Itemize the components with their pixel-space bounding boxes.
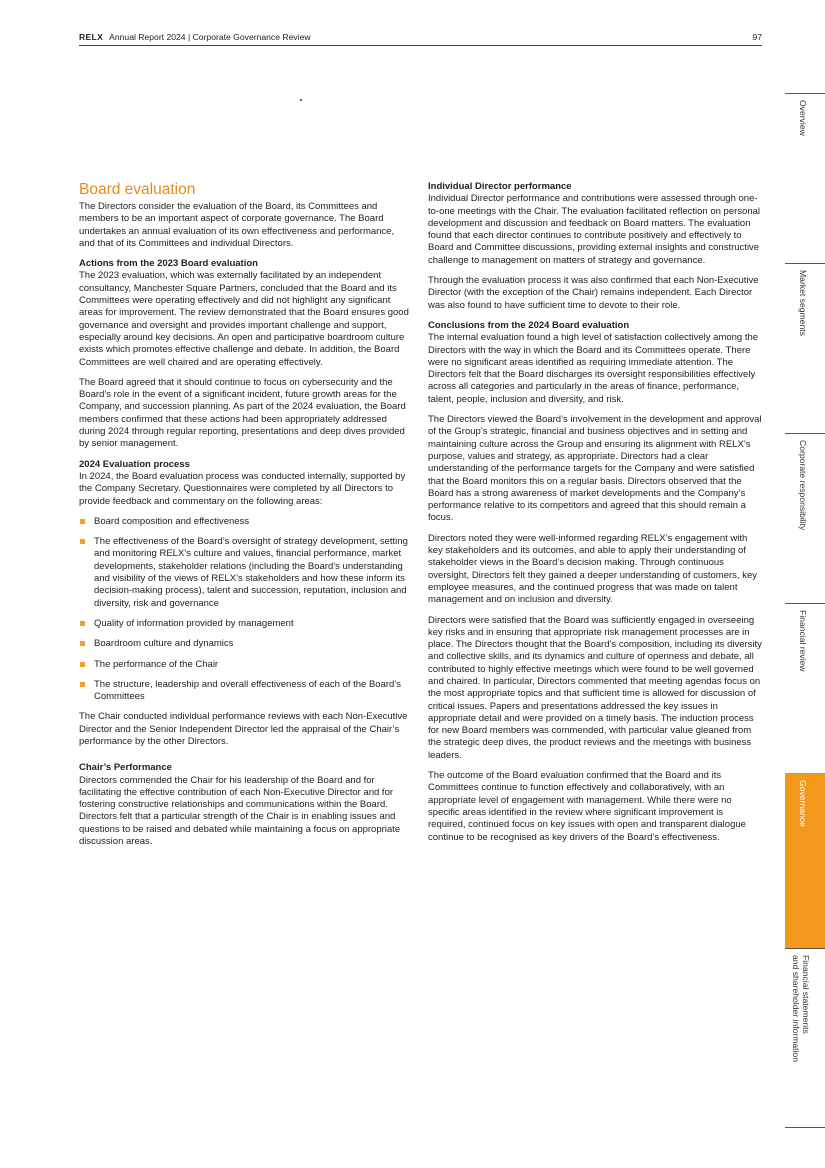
tab-label: Market segments — [798, 270, 808, 336]
tab-label: Overview — [798, 100, 808, 136]
list-item: The structure, leadership and overall effectiveness of each of the Board’s Committees — [79, 679, 410, 704]
heading-actions-2023: Actions from the 2023 Board evaluation — [79, 258, 258, 270]
tab-label-line1: Financial statements — [801, 955, 811, 1034]
paragraph: Individual Director performance and contributions were assessed through one-to-one meetings with the Chair. The evaluation facilitated reflection on personal development and discussion and feedback on Board matters. The evaluation found that each director continues to contribute positively and effectively to Board and Committee discussions, providing external insights and constructive challenge to management on matters of strategy and governance. — [428, 193, 760, 266]
paragraph: Directors commended the Chair for his leadership of the Board and for facilitating the effective contribution of each Non-Executive Director and for fostering constructive relationships and communications within the Board. Directors felt that a particular strength of the Chair is in enabling issues and questions to be raised and debated while maintaining a focus on appropriate discussion areas. — [79, 774, 401, 848]
paragraph: Directors noted they were well-informed regarding RELX’s engagement with key stakeholders and its outcomes, and able to apply their understanding of stakeholder views in the Board’s decision making. Through continuous oversight, Directors felt they gained a deeper understanding of customers, key employee measures, and the continued progress that was made on talent management and on inclusion and diversity. — [428, 532, 757, 606]
left-column — [79, 181, 410, 856]
heading-conclusions: Conclusions from the 2024 Board evaluation — [428, 319, 630, 331]
tab-market-segments[interactable] — [785, 263, 825, 433]
evaluation-areas-list — [79, 516, 410, 704]
section-nav-tabs — [785, 93, 825, 1128]
page-number: 97 — [752, 32, 762, 42]
tab-label-line2: and shareholder information — [791, 955, 801, 1063]
stray-dot — [300, 99, 302, 101]
paragraph: The Chair conducted individual performance reviews with each Non-Executive Director and the Senior Independent Director led the appraisal of the Chair’s performance by the other Directors. — [79, 711, 408, 747]
heading-chair-performance: Chair’s Performance — [79, 762, 172, 774]
heading-individual-performance: Individual Director performance — [428, 181, 572, 192]
tab-governance[interactable] — [785, 773, 825, 948]
tab-label — [791, 955, 811, 1062]
tab-label: Corporate responsibility — [798, 440, 808, 531]
paragraph: The outcome of the Board evaluation confirmed that the Board and its Committees continue to function effectively and collaboratively, with an appropriate level of engagement with management. While there were no specific areas identified in the review where significant improvement is required, continued focus on key issues with open and transparent dialogue continue to be recognised as key drivers of the Board’s effectiveness. — [428, 770, 746, 843]
tab-overview[interactable] — [785, 93, 825, 263]
paragraph: The internal evaluation found a high level of satisfaction collectively among the Directors with the way in which the Board and its Committees operate. There were no significant areas identified as requiring immediate attention. The Directors felt that the Board discharges its oversight responsibilities effectively across all categories and particularly in the areas of finance, performance, talent, people, inclusion and diversity, and risk. — [428, 332, 759, 405]
paragraph: The Directors viewed the Board’s involvement in the development and approval of the Group’s strategic, financial and business objectives and in setting and maintaining culture across the Group and ensuring its alignment with RELX’s purpose, values and strategy, as appropriate. Directors had a clear understanding of the performance targets for the Company and were satisfied that the Board monitors this on a regular basis. Directors observed that the Board has a strong awareness of market developments and the Company’s performance relative to its competitors and agreed that this should remain a focus. — [428, 414, 762, 524]
heading-evaluation-process: 2024 Evaluation process — [79, 458, 190, 470]
list-item: Board composition and effectiveness — [79, 516, 410, 528]
list-item: Quality of information provided by management — [79, 618, 410, 630]
tab-label: Financial review — [798, 610, 808, 672]
tab-financial-statements[interactable] — [785, 948, 825, 1128]
tab-financial-review[interactable] — [785, 603, 825, 773]
paragraph: The 2023 evaluation, which was externally facilitated by an independent consultancy, Manchester Square Partners, concluded that the Board and its Committees were operating effectively and did not highlight any significant areas for improvement. The review demonstrated that the Board ensures good governance and oversight and provides important challenge and support, especially around key decisions. An open and participative boardroom culture exists which promotes effective challenge and debate. In addition, the Board Committees are well chaired and are operating effectively. — [79, 270, 409, 368]
tab-corporate-responsibility[interactable] — [785, 433, 825, 603]
right-column — [428, 181, 763, 852]
section-title: Board evaluation — [79, 181, 196, 198]
intro-paragraph: The Directors consider the evaluation of the Board, its Committees and members to be an important aspect of corporate governance. The Board undertakes an annual evaluation of its own effectiveness and performance, and that of its Committees and individual Directors. — [79, 201, 395, 249]
brand-name: RELX — [79, 32, 104, 42]
header-title: Annual Report 2024 | Corporate Governance Review — [109, 32, 311, 42]
list-item: The performance of the Chair — [79, 659, 410, 671]
paragraph: The Board agreed that it should continue to focus on cybersecurity and the Board’s role in the event of a significant incident, future growth areas for the Company, and succession planning. As part of the 2024 evaluation, the Board members confirmed that these actions had been appropriately addressed during 2024 through regular reporting, presentations and deep dives provided by senior management. — [79, 376, 406, 450]
paragraph: Directors were satisfied that the Board was sufficiently engaged in overseeing key risks and in ensuring that appropriate risk management processes are in place. The Directors thought that the Board’s composition, including its diversity and collective skills, and its dynamics and culture of openness and debate, all contributed to highly effective meetings which were found to be well governed and chaired. In particular, Directors commented that meeting agendas focus on the most appropriate topics and that sufficient time is allowed for discussion of critical issues. Papers and presentations addressed the key issues in appropriate detail and were provided on a timely basis. The induction process for new Board members was commended, with particular value gleaned from the strategic deep dives, the product reviews and the meetings with business leaders. — [428, 614, 762, 761]
page-header — [79, 32, 762, 46]
paragraph: In 2024, the Board evaluation process was conducted internally, supported by the Company Secretary. Questionnaires were completed by all Directors to provide feedback and commentary on the following areas: — [79, 470, 406, 507]
list-item: Boardroom culture and dynamics — [79, 638, 410, 650]
tab-label: Governance — [798, 780, 808, 827]
list-item: The effectiveness of the Board’s oversight of strategy development, setting and monitoring RELX’s culture and values, financial performance, market developments, stakeholder relations (including the Board’s understanding and visibility of the views of RELX’s stakeholders and how these inform its decision-making process), talent and succession, reputation, inclusion and diversity, risk and governance — [79, 536, 410, 610]
paragraph: Through the evaluation process it was also confirmed that each Non-Executive Director (with the exception of the Chair) remains independent. Each Director was also found to have sufficient time to devote to their role. — [428, 275, 759, 311]
